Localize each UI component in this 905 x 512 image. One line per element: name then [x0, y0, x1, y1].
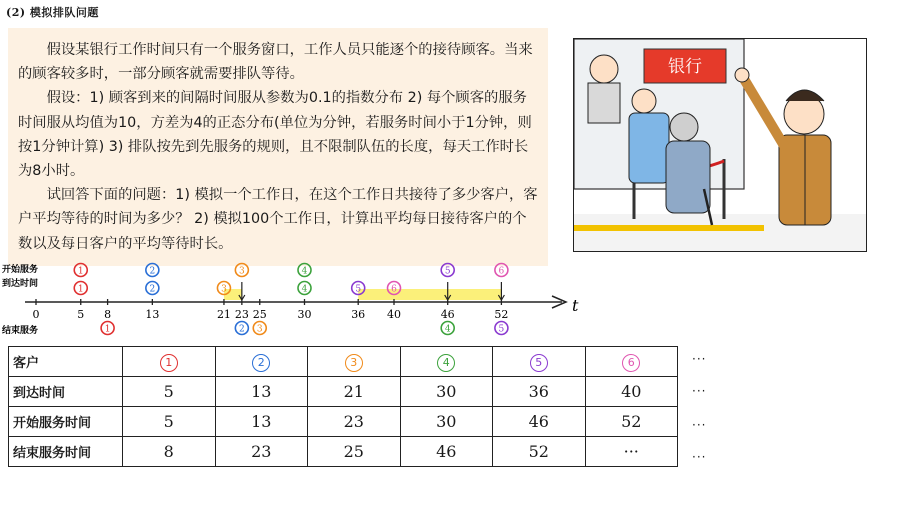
customer-number-2: 2 [252, 354, 270, 372]
label-start-service: 开始服务 [2, 265, 39, 275]
arrival-marker-label: 4 [301, 284, 308, 295]
table-cell: ··· [585, 437, 678, 467]
table-cell: 52 [585, 407, 678, 437]
table-cell: 21 [308, 377, 401, 407]
label-arrival-time: 到达时间 [2, 279, 39, 289]
table-cell: 8 [123, 437, 216, 467]
start-marker-label: 4 [301, 266, 308, 277]
start-marker-label: 3 [238, 266, 245, 277]
tick-label: 5 [77, 308, 85, 321]
table-cell: 46 [400, 437, 493, 467]
table-cell: 23 [215, 437, 308, 467]
table-cell: 46 [493, 407, 586, 437]
tick-label: 46 [440, 308, 455, 321]
timeline [0, 258, 905, 342]
end-marker [441, 322, 454, 335]
table-cell: 52 [493, 437, 586, 467]
start-marker-label: 6 [498, 266, 505, 277]
label-end-service: 结束服务 [2, 326, 39, 336]
tick-label: 21 [216, 308, 231, 321]
tick-label: 8 [104, 308, 112, 321]
arrival-marker-label: 6 [391, 284, 397, 295]
tick-label: 0 [32, 308, 40, 321]
start-marker [441, 264, 454, 277]
table-cell: 5 [123, 407, 216, 437]
start-marker [74, 264, 87, 277]
problem-paragraph-3: 试回答下面的问题：1) 模拟一个工作日，在这个工作日共接待了多少客户，客户平均等待的时间为多少？ 2) 模拟100个工作日，计算出平均每日接待客户的个数以及每日客户的平均等待时长。 [18, 187, 538, 252]
table-header-row [9, 347, 678, 377]
table-row [9, 377, 678, 407]
table-row [9, 437, 678, 467]
bank-queue-illustration [573, 38, 867, 252]
customer-table [8, 346, 678, 467]
arrival-marker [74, 282, 87, 295]
table-cell: 25 [308, 437, 401, 467]
yellow-line [574, 225, 764, 231]
start-marker [495, 264, 508, 277]
tick-label: 13 [145, 308, 160, 321]
tick-label: 30 [297, 308, 312, 321]
start-marker [146, 264, 159, 277]
row-label: 到达时间 [9, 377, 123, 407]
end-marker [253, 322, 266, 335]
arrival-marker [146, 282, 159, 295]
ellipsis-start: ··· [692, 418, 707, 432]
end-marker-label: 2 [238, 324, 245, 335]
arrival-marker [388, 282, 401, 295]
table-cell: 36 [493, 377, 586, 407]
end-marker [101, 322, 114, 335]
ellipsis-header: ··· [692, 352, 707, 366]
start-marker [235, 264, 248, 277]
end-marker [495, 322, 508, 335]
end-marker [235, 322, 248, 335]
arrival-marker-label: 2 [149, 284, 156, 295]
tick-label: 52 [494, 308, 509, 321]
row-label: 结束服务时间 [9, 437, 123, 467]
arrival-marker [352, 282, 365, 295]
customer-number-1: 1 [160, 354, 178, 372]
start-marker-label: 2 [149, 266, 156, 277]
ellipsis-end: ··· [692, 450, 707, 464]
arrival-marker-label: 3 [221, 284, 227, 295]
customer-number-5: 5 [530, 354, 548, 372]
table-cell: 30 [400, 407, 493, 437]
problem-paragraph-1: 假设某银行工作时间只有一个服务窗口，工作人员只能逐个的接待顾客。当来的顾客较多时，一部分顾客就需要排队等待。 [18, 42, 533, 83]
start-marker [298, 264, 311, 277]
tick-label: 36 [351, 308, 366, 321]
table-cell: 30 [400, 377, 493, 407]
table-cell: 13 [215, 407, 308, 437]
customer-number-6: 6 [622, 354, 640, 372]
table-row [9, 407, 678, 437]
table-cell: 40 [585, 377, 678, 407]
tick-label: 25 [252, 308, 267, 321]
end-marker-label: 5 [498, 324, 505, 335]
arrival-marker [217, 282, 230, 295]
axis-label: t [572, 296, 579, 315]
table-cell: 13 [215, 377, 308, 407]
header-label: 客户 [9, 347, 123, 377]
customer-number-3: 3 [345, 354, 363, 372]
section-title: (2) 模拟排队问题 [6, 6, 99, 19]
end-marker-label: 4 [444, 324, 451, 335]
start-marker-label: 5 [444, 266, 451, 277]
tick-label: 23 [234, 308, 249, 321]
table-cell: 5 [123, 377, 216, 407]
ellipsis-arrival: ··· [692, 384, 707, 398]
customer-number-4: 4 [437, 354, 455, 372]
table-cell: 23 [308, 407, 401, 437]
arrival-marker-label: 5 [355, 284, 362, 295]
start-marker-label: 1 [77, 266, 84, 277]
end-marker-label: 3 [256, 324, 263, 335]
problem-paragraph-2: 假设：1) 顾客到来的间隔时间服从参数为0.1的指数分布 2) 每个顾客的服务时间服从均值为10，方差为4的正态分布(单位为分钟，若服务时间小于1分钟，则按1分钟计算) 3) 排队按先到先服务的规则，且不限制队伍的长度，每天工作时长为8小时。 [18, 90, 532, 180]
row-label: 开始服务时间 [9, 407, 123, 437]
wait-intervals [224, 289, 501, 300]
bank-sign-text: 银行 [668, 57, 702, 77]
problem-box [8, 28, 548, 266]
bank-queue-drawing [574, 39, 866, 251]
end-marker-label: 1 [104, 324, 111, 335]
tick-label: 40 [387, 308, 401, 321]
arrival-marker [298, 282, 311, 295]
arrival-marker-label: 1 [77, 284, 84, 295]
